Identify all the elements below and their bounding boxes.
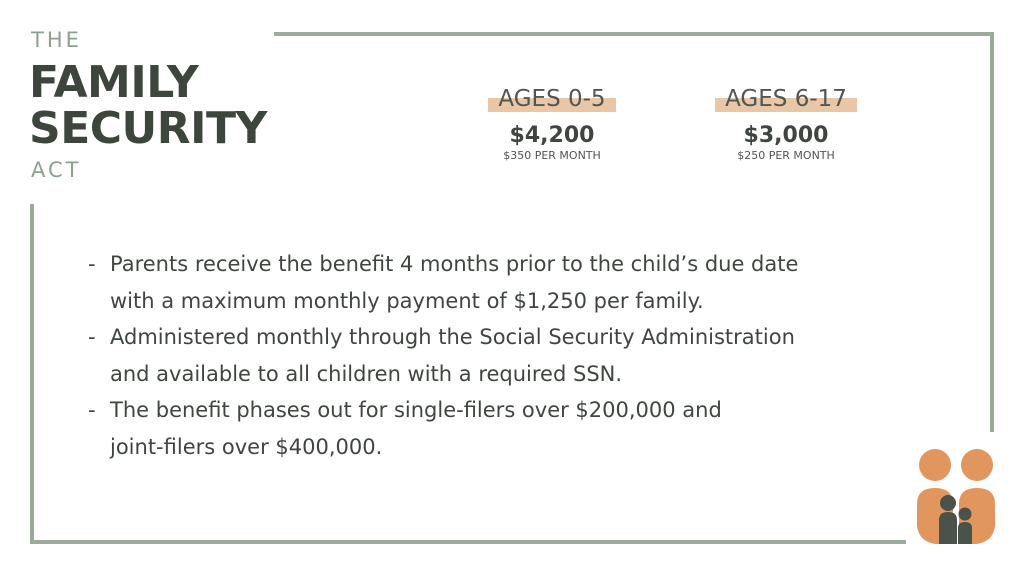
bullet-line: The benefit phases out for single-filers over $200,000 and [110, 398, 722, 422]
bullet-line: Parents receive the benefit 4 months prior to the child’s due date [110, 252, 799, 276]
bullet-line: with a maximum monthly payment of $1,250 per family. [110, 288, 704, 313]
bullet-line: and available to all children with a required SSN. [110, 361, 623, 386]
family-icon [914, 446, 998, 546]
logo-child-right [958, 508, 972, 545]
frame-line-bottom [30, 540, 906, 544]
frame-line-left [30, 204, 34, 544]
page-title [29, 57, 267, 154]
logo-child-left [939, 495, 957, 544]
monthly-amount: $350 PER MONTH [503, 149, 601, 162]
bullet-line: joint-filers over $400,000. [110, 434, 383, 459]
title-act: ACT [31, 158, 82, 182]
benefit-details-list [88, 246, 888, 465]
dash-marker: - [88, 325, 96, 349]
bullet-line: Administered monthly through the Social Security Administration [110, 325, 795, 349]
dash-marker: - [88, 398, 96, 422]
frame-line-top [274, 32, 994, 36]
age-label: AGES 0-5 [488, 86, 615, 112]
annual-amount: $3,000 [743, 123, 829, 148]
annual-amount: $4,200 [509, 123, 595, 148]
age-group-0-5 [462, 86, 642, 162]
list-item [88, 392, 888, 465]
title-line-security: SECURITY [29, 103, 267, 154]
age-group-6-17 [696, 86, 876, 162]
frame-line-right [990, 32, 994, 432]
list-item [88, 319, 888, 392]
list-item [88, 246, 888, 319]
age-label: AGES 6-17 [715, 86, 857, 112]
title-the: THE [31, 28, 82, 52]
title-line-family: FAMILY [29, 57, 199, 108]
monthly-amount: $250 PER MONTH [737, 149, 835, 162]
dash-marker: - [88, 252, 96, 276]
